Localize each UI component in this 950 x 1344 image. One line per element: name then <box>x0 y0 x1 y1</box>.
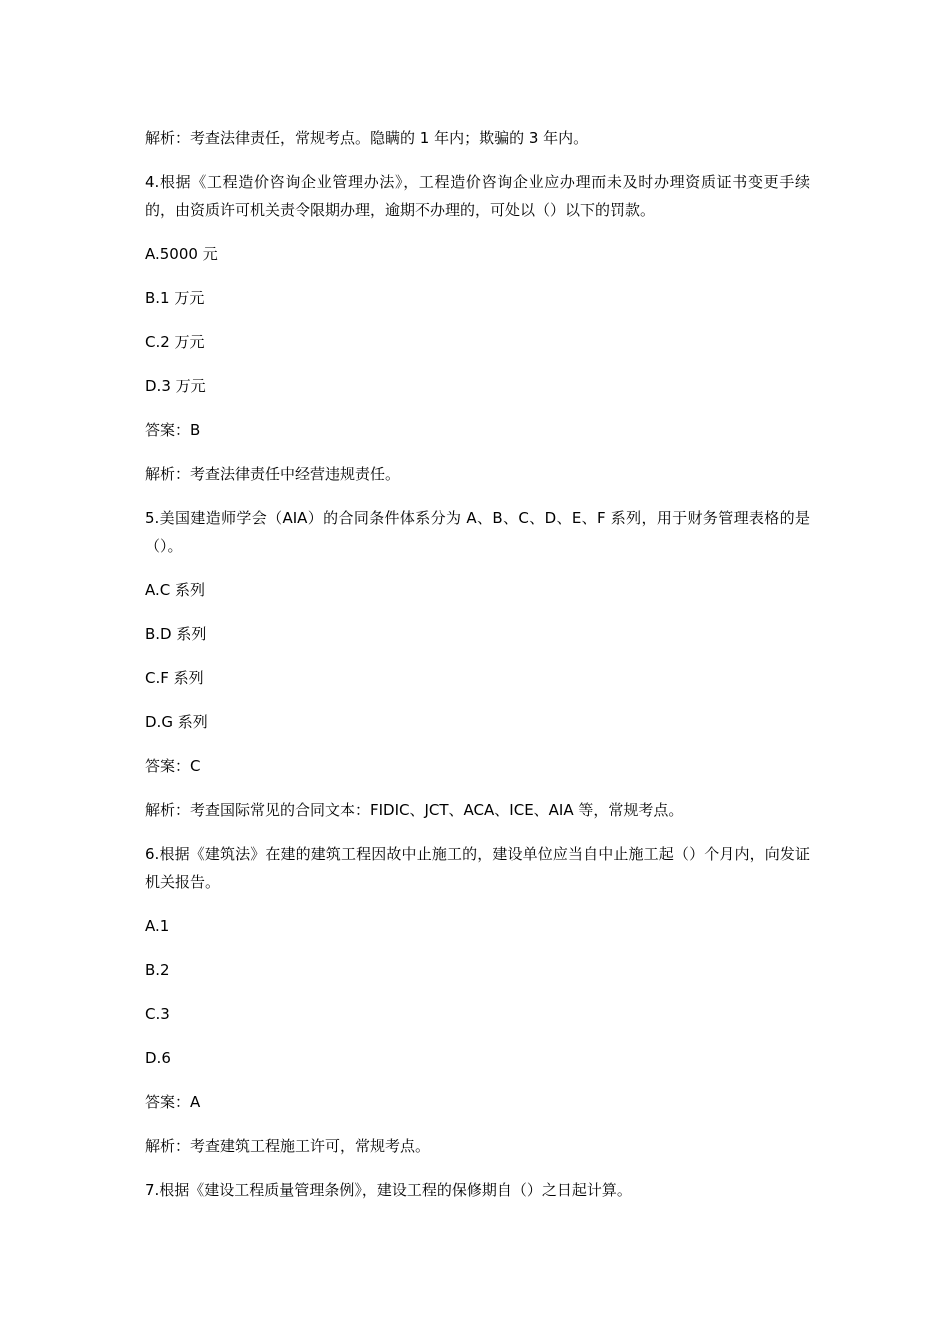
analysis-q3: 解析：考查法律责任，常规考点。隐瞒的 1 年内；欺骗的 3 年内。 <box>145 129 589 147</box>
q5-option-d: D.G 系列 <box>145 713 208 731</box>
q4-option-c: C.2 万元 <box>145 333 205 351</box>
q5-analysis: 解析：考查国际常见的合同文本：FIDIC、JCT、ACA、ICE、AIA 等，常规考点。 <box>145 801 684 819</box>
q6-option-d: D.6 <box>145 1049 171 1067</box>
q6-option-a: A.1 <box>145 917 170 935</box>
question-6: 6.根据《建筑法》在建的建筑工程因故中止施工的，建设单位应当自中止施工起（）个月内，向发证机关报告。 <box>145 845 810 891</box>
q6-option-c: C.3 <box>145 1005 170 1023</box>
q5-option-a: A.C 系列 <box>145 581 206 599</box>
q5-answer: 答案：C <box>145 757 201 775</box>
q4-analysis: 解析：考查法律责任中经营违规责任。 <box>145 465 401 483</box>
question-7: 7.根据《建设工程质量管理条例》，建设工程的保修期自（）之日起计算。 <box>145 1181 632 1199</box>
q4-answer: 答案：B <box>145 421 201 439</box>
q6-answer: 答案：A <box>145 1093 201 1111</box>
document-page <box>145 124 810 1220</box>
q6-option-b: B.2 <box>145 961 170 979</box>
q5-option-b: B.D 系列 <box>145 625 207 643</box>
question-5: 5.美国建造师学会（AIA）的合同条件体系分为 A、B、C、D、E、F 系列，用于财务管理表格的是（）。 <box>145 509 810 555</box>
q4-option-a: A.5000 元 <box>145 245 218 263</box>
q4-option-b: B.1 万元 <box>145 289 205 307</box>
question-4: 4.根据《工程造价咨询企业管理办法》，工程造价咨询企业应办理而未及时办理资质证书变更手续的，由资质许可机关责令限期办理，逾期不办理的，可处以（）以下的罚款。 <box>145 173 810 219</box>
q5-option-c: C.F 系列 <box>145 669 204 687</box>
q6-analysis: 解析：考查建筑工程施工许可，常规考点。 <box>145 1137 431 1155</box>
q4-option-d: D.3 万元 <box>145 377 206 395</box>
